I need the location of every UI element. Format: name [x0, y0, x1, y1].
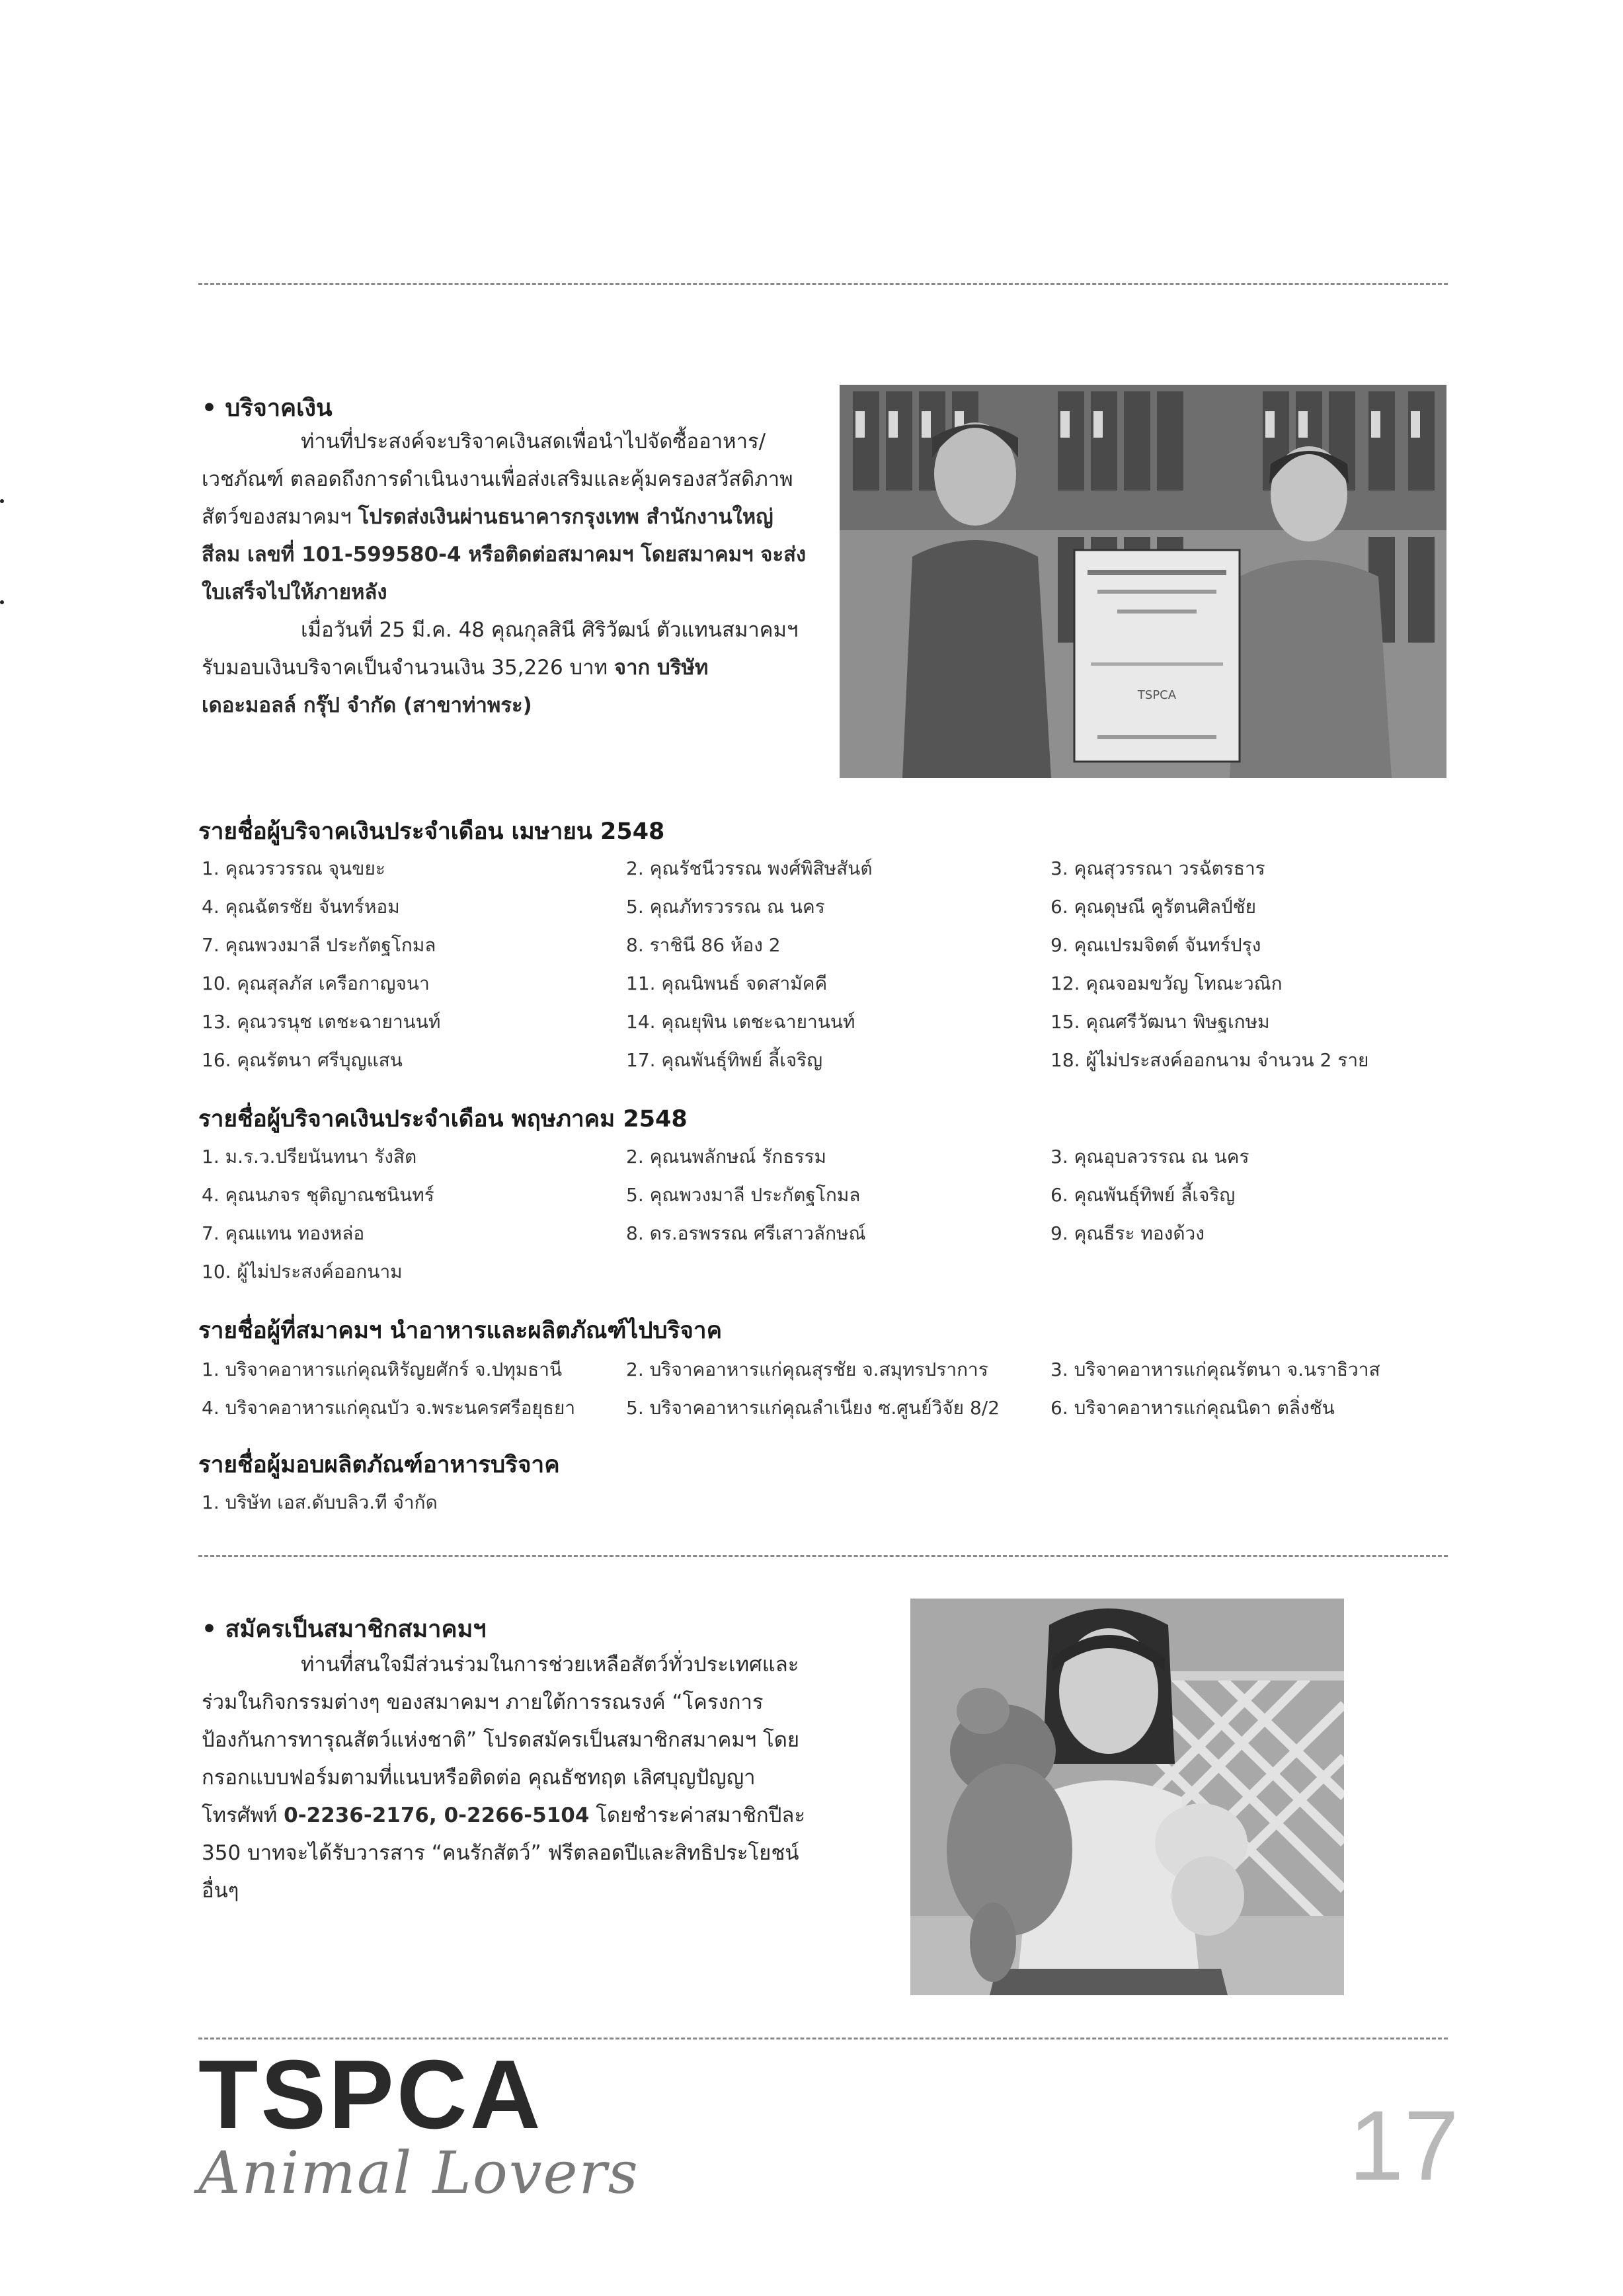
board-label: TSPCA [1137, 688, 1177, 702]
list-item: 10. คุณสุลภัส เครือกาญจนา [202, 972, 430, 994]
april-donors-list [202, 850, 1451, 1080]
list-item: 14. คุณยุพิน เตชะฉายานนท์ [626, 1011, 855, 1033]
membership-phone: 0-2236-2176, 0-2266-5104 [284, 1803, 590, 1827]
list-item [626, 1253, 1050, 1291]
list-item: 1. บริษัท เอส.ดับบลิว.ที จำกัด [202, 1491, 438, 1513]
list-item: 5. คุณพวงมาลี ประกัตฐโกมล [626, 1184, 861, 1206]
april-donors-title: รายชื่อผู้บริจาคเงินประจำเดือน เมษายน 2548 [198, 818, 665, 845]
list-item: 3. คุณสุวรรณา วรฉัตรธาร [1050, 857, 1265, 879]
list-item: 6. คุณดุษณี คูรัตนศิลป์ชัย [1050, 896, 1257, 918]
donation-handover-photo [840, 385, 1446, 778]
donate-text-1: ท่านที่ประสงค์จะบริจาคเงินสดเพื่อนำไปจัดซื้ออาหาร/เวชภัณฑ์ ตลอดถึงการดำเนินงานเพื่อส่งเสริมและคุ้มครองสวัสดิภาพสัตว์ของสมาคมฯ [202, 430, 793, 529]
donate-heading: • บริจาคเงิน [202, 395, 333, 422]
donate-text [202, 423, 810, 725]
list-item: 4. คุณฉัตรชัย จันทร์หอม [202, 896, 400, 918]
divider [198, 2038, 1448, 2039]
list-item: 1. คุณวรวรรณ จุนขยะ [202, 857, 385, 879]
list-item: 12. คุณจอมขวัญ โทณะวณิก [1050, 972, 1283, 994]
list-item: 11. คุณนิพนธ์ จดสามัคคี [626, 972, 828, 994]
list-item: 1. ม.ร.ว.ปรียนันทนา รังสิต [202, 1146, 417, 1168]
product-donors-list [202, 1484, 1451, 1522]
member-with-dogs-photo [910, 1599, 1344, 1995]
margin-mark [0, 499, 4, 503]
list-item: 6. บริจาคอาหารแก่คุณนิดา ตลิ่งชัน [1050, 1397, 1335, 1419]
may-donors-title: รายชื่อผู้บริจาคเงินประจำเดือน พฤษภาคม 2548 [198, 1106, 688, 1132]
page-number: 17 [1349, 2090, 1459, 2201]
list-item: 4. คุณนภจร ชุติญาณชนินทร์ [202, 1184, 434, 1206]
margin-mark [0, 600, 4, 604]
list-item: 3. คุณอุบลวรรณ ณ นคร [1050, 1146, 1249, 1168]
photo-illustration [840, 385, 1446, 778]
list-item: 10. ผู้ไม่ประสงค์ออกนาม [202, 1261, 403, 1283]
membership-text-1: ท่านที่สนใจมีส่วนร่วมในการช่วยเหลือสัตว์ทั่วประเทศและร่วมในกิจกรรมต่างๆ ของสมาคมฯ ภายใต้การรณรงค์ “โครงการป้องกันการทารุณสัตว์แห่งชาติ” โปรดสมัครเป็นสมาชิกสมาคมฯ โดยกรอกแบบฟอร์มตามที่แนบหรือติดต่อ คุณธัชทฤต เลิศบุญปัญญา โทรศัพท์ [202, 1653, 800, 1827]
list-item: 18. ผู้ไม่ประสงค์ออกนาม จำนวน 2 ราย [1050, 1049, 1369, 1071]
membership-text-2: โดยชำระค่าสมาชิกปีละ 350 บาทจะได้รับวารสาร “คนรักสัตว์” ฟรีตลอดปีและสิทธิประโยชน์อื่นๆ [202, 1803, 806, 1903]
list-item: 2. คุณนพลักษณ์ รักธรรม [626, 1146, 826, 1168]
list-item: 9. คุณธีระ ทองด้วง [1050, 1222, 1205, 1244]
list-item: 13. คุณวรนุช เตชะฉายานนท์ [202, 1011, 441, 1033]
donate-text-2: เมื่อวันที่ 25 มี.ค. 48 คุณกุลสินี ศิริวัฒน์ ตัวแทนสมาคมฯ รับมอบเงินบริจาคเป็นจำนวนเงิน 35,226 บาท [202, 618, 799, 680]
list-item: 1. บริจาคอาหารแก่คุณหิรัญยศักร์ จ.ปทุมธานี [202, 1359, 563, 1380]
animal-lovers-tagline: Animal Lovers [198, 2139, 639, 2207]
list-item: 2. คุณรัชนีวรรณ พงศ์พิสิษสันต์ [626, 857, 873, 879]
food-recipients-list [202, 1351, 1451, 1427]
list-item: 8. ดร.อรพรรณ ศรีเสาวลักษณ์ [626, 1222, 866, 1244]
list-item: 16. คุณรัตนา ศรีบุญแสน [202, 1049, 403, 1071]
membership-heading: • สมัครเป็นสมาชิกสมาคมฯ [202, 1616, 487, 1643]
list-item: 9. คุณเปรมจิตต์ จันทร์ปรุง [1050, 934, 1261, 956]
product-donors-title: รายชื่อผู้มอบผลิตภัณฑ์อาหารบริจาค [198, 1452, 560, 1478]
list-item: 17. คุณพันธุ์ทิพย์ ลี้เจริญ [626, 1049, 823, 1071]
list-item: 7. คุณแทน ทองหล่อ [202, 1222, 365, 1244]
donate-company: จาก บริษัท เดอะมอลล์ กรุ๊ป จำกัด (สาขาท่าพระ) [202, 656, 709, 717]
donate-bank-info: โปรดส่งเงินผ่านธนาคารกรุงเทพ สำนักงานใหญ่สีลม เลขที่ 101-599580-4 หรือติดต่อสมาคมฯ โดยสมาคมฯ จะส่งใบเสร็จไปให้ภายหลัง [202, 505, 807, 604]
list-item: 2. บริจาคอาหารแก่คุณสุรชัย จ.สมุทรปราการ [626, 1359, 988, 1380]
list-item: 15. คุณศรีวัฒนา พิษฐเกษม [1050, 1011, 1270, 1033]
list-item [1050, 1253, 1451, 1291]
divider [198, 1555, 1448, 1557]
list-item: 4. บริจาคอาหารแก่คุณบัว จ.พระนครศรีอยุธยา [202, 1397, 576, 1419]
list-item: 6. คุณพันธุ์ทิพย์ ลี้เจริญ [1050, 1184, 1236, 1206]
list-item: 7. คุณพวงมาลี ประกัตฐโกมล [202, 934, 436, 956]
food-recipients-title: รายชื่อผู้ที่สมาคมฯ นำอาหารและผลิตภัณฑ์ไปบริจาค [198, 1318, 722, 1344]
membership-text [202, 1646, 810, 1910]
divider [198, 283, 1448, 285]
list-item: 3. บริจาคอาหารแก่คุณรัตนา จ.นราธิวาส [1050, 1359, 1380, 1380]
list-item: 5. คุณภัทรวรรณ ณ นคร [626, 896, 825, 918]
tspca-logo: TSPCA [198, 2040, 543, 2149]
list-item: 8. ราชินี 86 ห้อง 2 [626, 934, 781, 956]
may-donors-list [202, 1138, 1451, 1291]
photo-illustration [910, 1599, 1344, 1995]
list-item: 5. บริจาคอาหารแก่คุณลำเนียง ซ.ศูนย์วิจัย 8/2 [626, 1397, 1000, 1419]
